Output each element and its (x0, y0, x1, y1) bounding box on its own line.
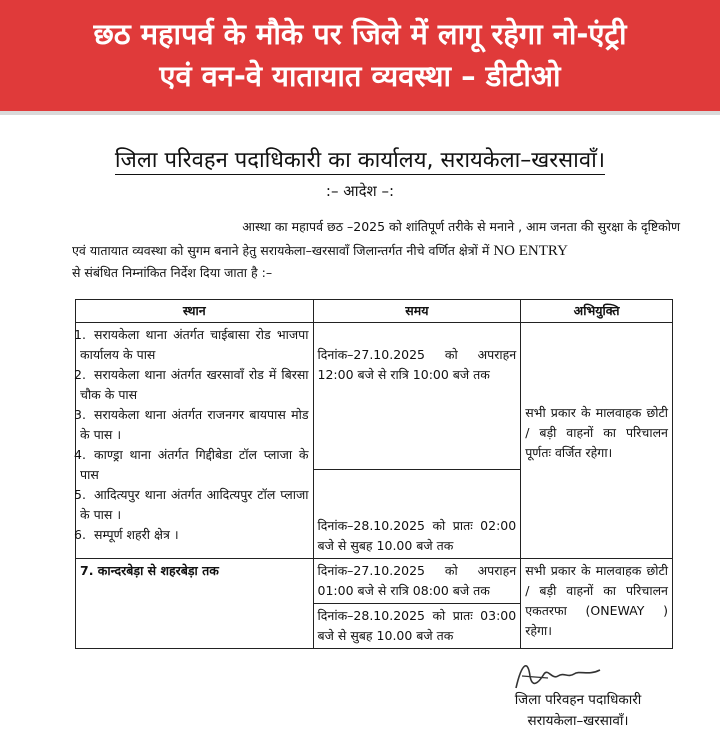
place-item: 6. सम्पूर्ण शहरी क्षेत्र । (74, 527, 179, 542)
headline-line-2: एवं वन-वे यातायात व्यवस्था – डीटीओ (159, 59, 561, 93)
restriction-table (75, 299, 673, 649)
table-header-row (76, 300, 673, 323)
place-item: 4. काण्ड्रा थाना अंतर्गत गिद्दीबेडा टॉल प्लाजा के पास (74, 447, 309, 482)
headline-line-1: छठ महापर्व के मौके पर जिले में लागू रहेगा नो-एंट्री (93, 17, 627, 51)
time-cell-3: दिनांक–27.10.2025 को अपराहन 01:00 बजे से रात्रि 08:00 बजे तक (313, 559, 521, 604)
places-cell (76, 323, 314, 559)
place-item: 3. सरायकेला थाना अंतर्गत राजनगर बायपास मोड के पास । (74, 407, 309, 442)
intro-line-2: एवं यातायात व्यवस्था को सुगम बनाने हेतु सरायकेला–खरसावाँ जिलान्तर्गत नीचे वर्णित क्षेत्रों में NO ENTRY (72, 243, 568, 259)
remarks-cell-1: सभी प्रकार के मालवाहक छोटी / बड़ी वाहनों का परिचालन पूर्णतः वर्जित रहेगा। (521, 323, 673, 559)
place-cell-7: 7. कान्दरबेड़ा से शहरबेड़ा तक (76, 559, 314, 649)
table-row (76, 323, 673, 470)
place-item: 2. सरायकेला थाना अंतर्गत खरसावाँ रोड में बिरसा चौक के पास (74, 367, 309, 402)
col-header-time: समय (313, 300, 521, 323)
signatory-place: सरायकेला–खरसावाँ। (527, 713, 629, 729)
signature-mark (508, 658, 608, 694)
place-item: 5. आदित्यपुर थाना अंतर्गत आदित्यपुर टॉल प्लाजा के पास । (74, 487, 309, 522)
table-row (76, 559, 673, 604)
place-item: 1. सरायकेला थाना अंतर्गत चाईबासा रोड भाजपा कार्यालय के पास (74, 327, 309, 362)
headline-banner (0, 0, 720, 115)
intro-line-1: आस्था का महापर्व छठ –2025 को शांतिपूर्ण तरीके से मनाने , आम जनता की सुरक्षा के दृष्टिकोण (242, 219, 680, 234)
office-title: जिला परिवहन पदाधिकारी का कार्यालय, सरायकेला–खरसावाँ। (114, 148, 606, 173)
time-cell-1: दिनांक–27.10.2025 को अपराहन 12:00 बजे से रात्रि 10:00 बजे तक (313, 323, 521, 470)
col-header-place: स्थान (76, 300, 314, 323)
signature-block (470, 690, 686, 732)
remarks-cell-2: सभी प्रकार के मालवाहक छोटी / बड़ी वाहनों का परिचालन एकतरफा (ONEWAY ) रहेगा। (521, 559, 673, 649)
no-entry-text: NO ENTRY (493, 243, 568, 259)
order-title: :– आदेश –: (325, 182, 395, 200)
signatory-title: जिला परिवहन पदाधिकारी (514, 692, 642, 708)
time-cell-4: दिनांक–28.10.2025 को प्रातः 03:00 बजे से सुबह 10.00 बजे तक (313, 604, 521, 649)
time-cell-2: दिनांक–28.10.2025 को प्रातः 02:00 बजे से सुबह 10.00 बजे तक (313, 470, 521, 559)
col-header-remarks: अभियुक्ति (521, 300, 673, 323)
intro-line-3: से संबंधित निम्नांकित निर्देश दिया जाता है :– (72, 265, 273, 280)
